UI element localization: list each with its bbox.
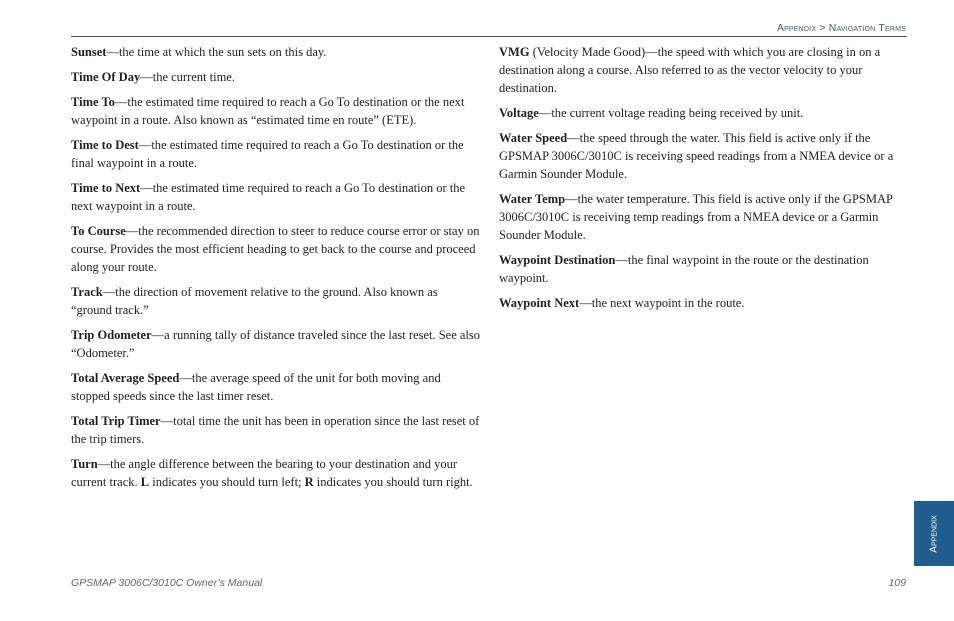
entry-definition: —the angle difference between the bearing to your destination and your current track. [71, 457, 458, 489]
glossary-entry [71, 93, 481, 129]
entry-term: Total Average Speed [71, 371, 180, 385]
entry-term: VMG [499, 45, 530, 59]
glossary-entry [71, 68, 481, 86]
glossary-entry [71, 326, 481, 362]
glossary-entry [71, 222, 481, 276]
entry-definition: —the current time. [140, 70, 235, 84]
entry-definition: —the water temperature. This field is active only if the GPSMAP 3006C/3010C is receiving temp readings from a NMEA device or a Garmin Sounder Module. [499, 192, 893, 242]
entry-term: Water Speed [499, 131, 568, 145]
entry-definition: —the average speed of the unit for both moving and stopped speeds since the last timer reset. [71, 371, 441, 403]
glossary-entry [499, 104, 909, 122]
entry-definition: —a running tally of distance traveled since the last reset. See also “Odometer.” [71, 328, 481, 360]
entry-term: Total Trip Timer [71, 414, 161, 428]
glossary-entry [71, 283, 481, 319]
glossary-entry [71, 369, 481, 405]
entry-term: Trip Odometer [71, 328, 152, 342]
entry-term: Time To [71, 95, 115, 109]
entry-definition: —total time the unit has been in operation since the last reset of the trip timers. [71, 414, 480, 446]
page-number: 109 [888, 577, 906, 589]
entry-term: Time to Next [71, 181, 141, 195]
entry-definition-end: indicates you should turn right. [313, 475, 473, 489]
glossary-entry [71, 179, 481, 215]
turn-left-letter: L [140, 475, 150, 489]
glossary-entry [499, 43, 909, 97]
glossary-entry-turn [71, 455, 481, 491]
entry-definition: —the final waypoint in the route or the destination waypoint. [499, 253, 869, 285]
left-column [71, 43, 481, 498]
entry-definition: —the estimated time required to reach a Go To destination or the next waypoint in a route. [71, 181, 466, 213]
entry-definition-cont: indicates you should turn left; [149, 475, 305, 489]
entry-term: Waypoint Destination [499, 253, 616, 267]
entry-definition: —the current voltage reading being received by unit. [538, 106, 804, 120]
entry-definition: (Velocity Made Good)—the speed with which you are closing in on a destination along a course. Also referred to as the vector velocity to your destination. [499, 45, 881, 95]
entry-term: Track [71, 285, 103, 299]
glossary-entry [499, 294, 909, 312]
entry-definition: —the speed through the water. This field is active only if the GPSMAP 3006C/3010C is receiving speed readings from a NMEA device or a Garmin Sounder Module. [499, 131, 894, 181]
appendix-side-tab[interactable] [914, 501, 954, 566]
entry-term: Voltage [499, 106, 539, 120]
side-tab-label: Appendix [928, 514, 940, 553]
entry-definition: —the recommended direction to steer to reduce course error or stay on course. Provides the most efficient heading to get back to the course and proceed along your route. [71, 224, 480, 274]
glossary-entry [71, 43, 481, 61]
entry-definition: —the next waypoint in the route. [579, 296, 745, 310]
entry-definition: —the time at which the sun sets on this day. [106, 45, 327, 59]
glossary-entry [71, 136, 481, 172]
entry-term: Time Of Day [71, 70, 141, 84]
entry-term: Water Temp [499, 192, 566, 206]
entry-term: Time to Dest [71, 138, 139, 152]
entry-definition: —the direction of movement relative to the ground. Also known as “ground track.” [71, 285, 438, 317]
turn-right-letter: R [304, 475, 314, 489]
glossary-entry [499, 129, 909, 183]
right-column [499, 43, 909, 319]
glossary-entry [499, 190, 909, 244]
header-rule [71, 36, 907, 37]
entry-term: Waypoint Next [499, 296, 580, 310]
entry-term: Sunset [71, 45, 107, 59]
entry-term: Turn [71, 457, 98, 471]
entry-definition: —the estimated time required to reach a Go To destination or the final waypoint in a route. [71, 138, 464, 170]
entry-term: To Course [71, 224, 126, 238]
manual-title: GPSMAP 3006C/3010C Owner’s Manual [71, 577, 263, 589]
glossary-entry [71, 412, 481, 448]
breadcrumb: Appendix > Navigation Terms [776, 22, 906, 34]
glossary-entry [499, 251, 909, 287]
entry-definition: —the estimated time required to reach a Go To destination or the next waypoint in a route. Also known as “estimated time en route” (ETE). [71, 95, 465, 127]
